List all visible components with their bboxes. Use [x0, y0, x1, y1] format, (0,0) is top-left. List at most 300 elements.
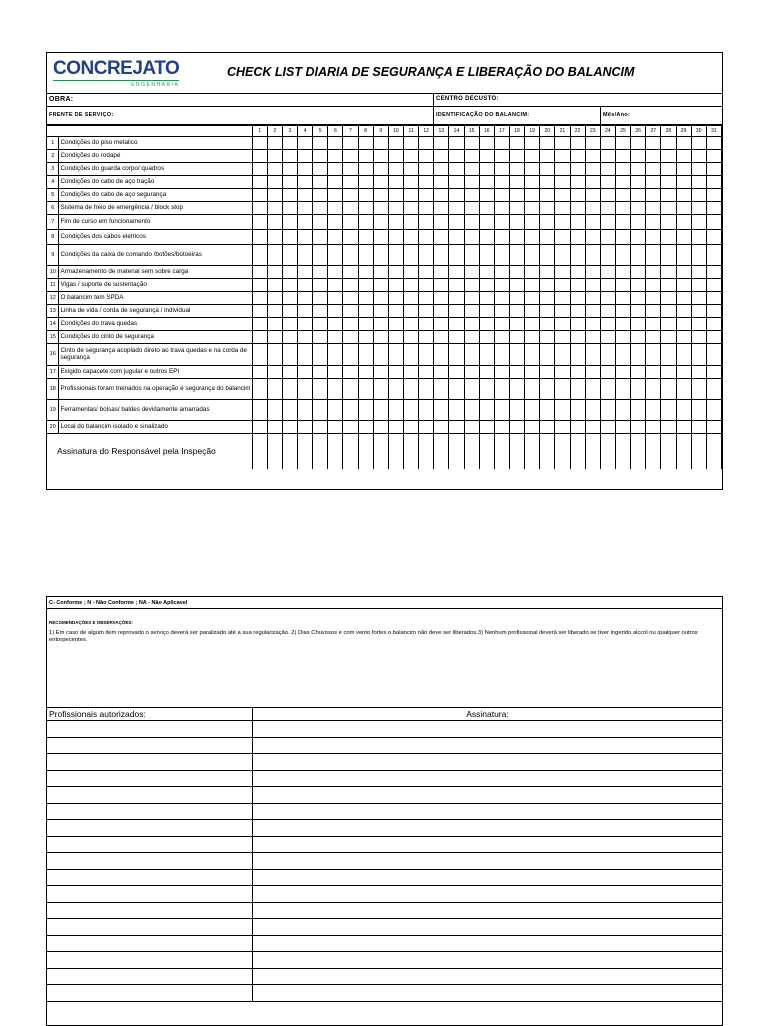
check-cell[interactable] [388, 215, 403, 230]
check-cell[interactable] [419, 266, 434, 279]
professional-name-cell[interactable] [47, 952, 252, 969]
check-cell[interactable] [434, 421, 449, 434]
check-cell[interactable] [298, 318, 313, 331]
check-cell[interactable] [358, 421, 373, 434]
signature-cell[interactable] [282, 434, 297, 469]
check-cell[interactable] [252, 305, 267, 318]
check-cell[interactable] [555, 292, 570, 305]
check-cell[interactable] [494, 189, 509, 202]
check-cell[interactable] [600, 176, 615, 189]
check-cell[interactable] [252, 379, 267, 400]
check-cell[interactable] [570, 189, 585, 202]
check-cell[interactable] [646, 176, 661, 189]
check-cell[interactable] [282, 366, 297, 379]
check-cell[interactable] [282, 318, 297, 331]
check-cell[interactable] [525, 292, 540, 305]
check-cell[interactable] [479, 245, 494, 266]
check-cell[interactable] [328, 215, 343, 230]
check-cell[interactable] [615, 366, 630, 379]
check-cell[interactable] [343, 266, 358, 279]
identificacao-field[interactable]: IDENTIFICAÇÃO DO BALANCIM: [436, 112, 530, 118]
check-cell[interactable] [373, 305, 388, 318]
check-cell[interactable] [419, 400, 434, 421]
check-cell[interactable] [434, 305, 449, 318]
check-cell[interactable] [661, 176, 676, 189]
check-cell[interactable] [631, 215, 646, 230]
check-cell[interactable] [343, 400, 358, 421]
professional-signature-cell[interactable] [252, 952, 722, 969]
check-cell[interactable] [358, 331, 373, 344]
check-cell[interactable] [555, 421, 570, 434]
signature-cell[interactable] [525, 434, 540, 469]
check-cell[interactable] [555, 230, 570, 245]
check-cell[interactable] [464, 163, 479, 176]
check-cell[interactable] [691, 215, 706, 230]
check-cell[interactable] [661, 400, 676, 421]
signature-cell[interactable] [434, 434, 449, 469]
check-cell[interactable] [676, 400, 691, 421]
check-cell[interactable] [525, 176, 540, 189]
check-cell[interactable] [464, 379, 479, 400]
check-cell[interactable] [600, 245, 615, 266]
check-cell[interactable] [585, 331, 600, 344]
signature-cell[interactable] [691, 434, 706, 469]
check-cell[interactable] [388, 230, 403, 245]
check-cell[interactable] [494, 400, 509, 421]
check-cell[interactable] [252, 137, 267, 150]
check-cell[interactable] [252, 366, 267, 379]
check-cell[interactable] [403, 421, 418, 434]
check-cell[interactable] [313, 318, 328, 331]
check-cell[interactable] [706, 421, 721, 434]
check-cell[interactable] [509, 331, 524, 344]
check-cell[interactable] [358, 202, 373, 215]
check-cell[interactable] [525, 215, 540, 230]
check-cell[interactable] [570, 331, 585, 344]
check-cell[interactable] [706, 379, 721, 400]
check-cell[interactable] [585, 189, 600, 202]
check-cell[interactable] [646, 150, 661, 163]
check-cell[interactable] [691, 331, 706, 344]
check-cell[interactable] [267, 202, 282, 215]
check-cell[interactable] [373, 379, 388, 400]
check-cell[interactable] [509, 230, 524, 245]
check-cell[interactable] [540, 230, 555, 245]
check-cell[interactable] [706, 331, 721, 344]
professional-name-cell[interactable] [47, 968, 252, 985]
check-cell[interactable] [449, 150, 464, 163]
check-cell[interactable] [615, 331, 630, 344]
check-cell[interactable] [615, 400, 630, 421]
check-cell[interactable] [358, 318, 373, 331]
check-cell[interactable] [328, 366, 343, 379]
check-cell[interactable] [434, 150, 449, 163]
check-cell[interactable] [615, 379, 630, 400]
check-cell[interactable] [525, 318, 540, 331]
check-cell[interactable] [631, 150, 646, 163]
check-cell[interactable] [267, 421, 282, 434]
check-cell[interactable] [313, 305, 328, 318]
check-cell[interactable] [449, 215, 464, 230]
check-cell[interactable] [646, 279, 661, 292]
check-cell[interactable] [403, 163, 418, 176]
check-cell[interactable] [479, 379, 494, 400]
check-cell[interactable] [403, 279, 418, 292]
check-cell[interactable] [585, 305, 600, 318]
check-cell[interactable] [328, 344, 343, 366]
check-cell[interactable] [600, 292, 615, 305]
check-cell[interactable] [313, 366, 328, 379]
check-cell[interactable] [646, 202, 661, 215]
check-cell[interactable] [479, 202, 494, 215]
check-cell[interactable] [343, 318, 358, 331]
professional-signature-cell[interactable] [252, 737, 722, 754]
check-cell[interactable] [585, 344, 600, 366]
check-cell[interactable] [509, 245, 524, 266]
check-cell[interactable] [328, 230, 343, 245]
check-cell[interactable] [615, 163, 630, 176]
check-cell[interactable] [525, 163, 540, 176]
check-cell[interactable] [449, 344, 464, 366]
check-cell[interactable] [691, 202, 706, 215]
check-cell[interactable] [358, 189, 373, 202]
check-cell[interactable] [403, 189, 418, 202]
check-cell[interactable] [661, 215, 676, 230]
check-cell[interactable] [267, 230, 282, 245]
check-cell[interactable] [434, 266, 449, 279]
check-cell[interactable] [419, 215, 434, 230]
check-cell[interactable] [691, 266, 706, 279]
check-cell[interactable] [373, 400, 388, 421]
check-cell[interactable] [403, 176, 418, 189]
check-cell[interactable] [585, 366, 600, 379]
check-cell[interactable] [449, 400, 464, 421]
check-cell[interactable] [585, 379, 600, 400]
check-cell[interactable] [570, 230, 585, 245]
check-cell[interactable] [646, 400, 661, 421]
check-cell[interactable] [646, 421, 661, 434]
check-cell[interactable] [691, 318, 706, 331]
professional-name-cell[interactable] [47, 754, 252, 771]
check-cell[interactable] [373, 331, 388, 344]
check-cell[interactable] [388, 189, 403, 202]
check-cell[interactable] [615, 292, 630, 305]
check-cell[interactable] [525, 150, 540, 163]
check-cell[interactable] [449, 331, 464, 344]
check-cell[interactable] [661, 318, 676, 331]
check-cell[interactable] [328, 331, 343, 344]
check-cell[interactable] [631, 266, 646, 279]
check-cell[interactable] [358, 400, 373, 421]
check-cell[interactable] [661, 202, 676, 215]
check-cell[interactable] [449, 137, 464, 150]
check-cell[interactable] [282, 189, 297, 202]
check-cell[interactable] [282, 344, 297, 366]
check-cell[interactable] [509, 421, 524, 434]
check-cell[interactable] [479, 215, 494, 230]
check-cell[interactable] [525, 137, 540, 150]
check-cell[interactable] [388, 331, 403, 344]
check-cell[interactable] [706, 245, 721, 266]
check-cell[interactable] [464, 292, 479, 305]
check-cell[interactable] [676, 230, 691, 245]
check-cell[interactable] [464, 215, 479, 230]
check-cell[interactable] [691, 176, 706, 189]
check-cell[interactable] [494, 318, 509, 331]
check-cell[interactable] [298, 400, 313, 421]
check-cell[interactable] [691, 379, 706, 400]
check-cell[interactable] [676, 421, 691, 434]
check-cell[interactable] [373, 344, 388, 366]
check-cell[interactable] [676, 305, 691, 318]
check-cell[interactable] [419, 176, 434, 189]
check-cell[interactable] [328, 318, 343, 331]
check-cell[interactable] [313, 163, 328, 176]
check-cell[interactable] [494, 215, 509, 230]
check-cell[interactable] [388, 150, 403, 163]
check-cell[interactable] [328, 292, 343, 305]
professional-name-cell[interactable] [47, 803, 252, 820]
check-cell[interactable] [631, 318, 646, 331]
check-cell[interactable] [282, 163, 297, 176]
check-cell[interactable] [615, 305, 630, 318]
check-cell[interactable] [676, 331, 691, 344]
check-cell[interactable] [252, 163, 267, 176]
professional-name-cell[interactable] [47, 770, 252, 787]
check-cell[interactable] [328, 163, 343, 176]
check-cell[interactable] [615, 137, 630, 150]
check-cell[interactable] [585, 400, 600, 421]
check-cell[interactable] [328, 305, 343, 318]
check-cell[interactable] [343, 379, 358, 400]
check-cell[interactable] [479, 230, 494, 245]
signature-cell[interactable] [479, 434, 494, 469]
check-cell[interactable] [313, 379, 328, 400]
check-cell[interactable] [403, 318, 418, 331]
check-cell[interactable] [631, 230, 646, 245]
check-cell[interactable] [706, 176, 721, 189]
check-cell[interactable] [343, 163, 358, 176]
check-cell[interactable] [419, 305, 434, 318]
check-cell[interactable] [661, 245, 676, 266]
check-cell[interactable] [419, 150, 434, 163]
check-cell[interactable] [494, 366, 509, 379]
check-cell[interactable] [479, 176, 494, 189]
check-cell[interactable] [661, 344, 676, 366]
check-cell[interactable] [509, 292, 524, 305]
check-cell[interactable] [600, 344, 615, 366]
check-cell[interactable] [631, 279, 646, 292]
check-cell[interactable] [525, 421, 540, 434]
check-cell[interactable] [555, 202, 570, 215]
check-cell[interactable] [570, 379, 585, 400]
professional-name-cell[interactable] [47, 737, 252, 754]
check-cell[interactable] [343, 202, 358, 215]
check-cell[interactable] [555, 279, 570, 292]
check-cell[interactable] [282, 266, 297, 279]
check-cell[interactable] [449, 318, 464, 331]
professional-signature-cell[interactable] [252, 770, 722, 787]
check-cell[interactable] [676, 215, 691, 230]
check-cell[interactable] [313, 245, 328, 266]
check-cell[interactable] [509, 266, 524, 279]
signature-cell[interactable] [555, 434, 570, 469]
check-cell[interactable] [585, 245, 600, 266]
signature-cell[interactable] [343, 434, 358, 469]
check-cell[interactable] [676, 202, 691, 215]
check-cell[interactable] [570, 245, 585, 266]
check-cell[interactable] [691, 279, 706, 292]
check-cell[interactable] [661, 150, 676, 163]
check-cell[interactable] [388, 202, 403, 215]
professional-signature-cell[interactable] [252, 853, 722, 870]
check-cell[interactable] [449, 366, 464, 379]
check-cell[interactable] [525, 202, 540, 215]
check-cell[interactable] [388, 163, 403, 176]
check-cell[interactable] [509, 279, 524, 292]
check-cell[interactable] [267, 150, 282, 163]
check-cell[interactable] [343, 344, 358, 366]
check-cell[interactable] [358, 344, 373, 366]
check-cell[interactable] [252, 421, 267, 434]
professional-name-cell[interactable] [47, 886, 252, 903]
check-cell[interactable] [282, 150, 297, 163]
check-cell[interactable] [434, 163, 449, 176]
check-cell[interactable] [479, 400, 494, 421]
check-cell[interactable] [646, 137, 661, 150]
check-cell[interactable] [661, 279, 676, 292]
check-cell[interactable] [403, 292, 418, 305]
check-cell[interactable] [479, 344, 494, 366]
check-cell[interactable] [449, 202, 464, 215]
check-cell[interactable] [328, 421, 343, 434]
check-cell[interactable] [252, 202, 267, 215]
check-cell[interactable] [676, 245, 691, 266]
check-cell[interactable] [373, 245, 388, 266]
check-cell[interactable] [434, 292, 449, 305]
check-cell[interactable] [403, 230, 418, 245]
check-cell[interactable] [555, 331, 570, 344]
check-cell[interactable] [509, 305, 524, 318]
check-cell[interactable] [358, 379, 373, 400]
check-cell[interactable] [540, 137, 555, 150]
professional-signature-cell[interactable] [252, 869, 722, 886]
check-cell[interactable] [661, 366, 676, 379]
check-cell[interactable] [313, 400, 328, 421]
check-cell[interactable] [328, 245, 343, 266]
check-cell[interactable] [282, 137, 297, 150]
check-cell[interactable] [328, 137, 343, 150]
check-cell[interactable] [252, 150, 267, 163]
signature-cell[interactable] [373, 434, 388, 469]
check-cell[interactable] [525, 344, 540, 366]
check-cell[interactable] [540, 176, 555, 189]
check-cell[interactable] [343, 150, 358, 163]
check-cell[interactable] [555, 379, 570, 400]
check-cell[interactable] [252, 266, 267, 279]
check-cell[interactable] [646, 189, 661, 202]
check-cell[interactable] [434, 344, 449, 366]
check-cell[interactable] [706, 366, 721, 379]
check-cell[interactable] [646, 366, 661, 379]
check-cell[interactable] [479, 150, 494, 163]
check-cell[interactable] [298, 366, 313, 379]
check-cell[interactable] [282, 176, 297, 189]
check-cell[interactable] [373, 189, 388, 202]
check-cell[interactable] [343, 176, 358, 189]
check-cell[interactable] [525, 245, 540, 266]
check-cell[interactable] [585, 202, 600, 215]
check-cell[interactable] [555, 318, 570, 331]
check-cell[interactable] [328, 150, 343, 163]
check-cell[interactable] [494, 230, 509, 245]
check-cell[interactable] [676, 366, 691, 379]
check-cell[interactable] [631, 379, 646, 400]
check-cell[interactable] [540, 292, 555, 305]
check-cell[interactable] [298, 292, 313, 305]
check-cell[interactable] [646, 266, 661, 279]
check-cell[interactable] [419, 202, 434, 215]
signature-cell[interactable] [449, 434, 464, 469]
check-cell[interactable] [313, 344, 328, 366]
centro-custo-field[interactable]: CENTRO DECUSTO: [436, 96, 499, 102]
check-cell[interactable] [358, 305, 373, 318]
check-cell[interactable] [494, 245, 509, 266]
check-cell[interactable] [419, 292, 434, 305]
check-cell[interactable] [388, 137, 403, 150]
check-cell[interactable] [343, 230, 358, 245]
check-cell[interactable] [646, 344, 661, 366]
check-cell[interactable] [328, 202, 343, 215]
check-cell[interactable] [509, 163, 524, 176]
check-cell[interactable] [676, 344, 691, 366]
signature-cell[interactable] [570, 434, 585, 469]
check-cell[interactable] [298, 215, 313, 230]
check-cell[interactable] [434, 202, 449, 215]
check-cell[interactable] [631, 292, 646, 305]
check-cell[interactable] [706, 137, 721, 150]
check-cell[interactable] [555, 189, 570, 202]
check-cell[interactable] [691, 344, 706, 366]
check-cell[interactable] [464, 279, 479, 292]
check-cell[interactable] [464, 305, 479, 318]
check-cell[interactable] [615, 230, 630, 245]
check-cell[interactable] [298, 379, 313, 400]
check-cell[interactable] [358, 163, 373, 176]
check-cell[interactable] [313, 202, 328, 215]
check-cell[interactable] [358, 366, 373, 379]
check-cell[interactable] [449, 266, 464, 279]
check-cell[interactable] [615, 344, 630, 366]
check-cell[interactable] [343, 292, 358, 305]
check-cell[interactable] [570, 163, 585, 176]
check-cell[interactable] [252, 400, 267, 421]
obra-field[interactable]: OBRA: [49, 96, 74, 103]
check-cell[interactable] [449, 245, 464, 266]
check-cell[interactable] [388, 421, 403, 434]
check-cell[interactable] [313, 331, 328, 344]
check-cell[interactable] [646, 215, 661, 230]
check-cell[interactable] [298, 266, 313, 279]
check-cell[interactable] [691, 189, 706, 202]
check-cell[interactable] [570, 344, 585, 366]
check-cell[interactable] [358, 292, 373, 305]
check-cell[interactable] [691, 292, 706, 305]
check-cell[interactable] [706, 202, 721, 215]
check-cell[interactable] [464, 230, 479, 245]
check-cell[interactable] [449, 189, 464, 202]
check-cell[interactable] [298, 230, 313, 245]
